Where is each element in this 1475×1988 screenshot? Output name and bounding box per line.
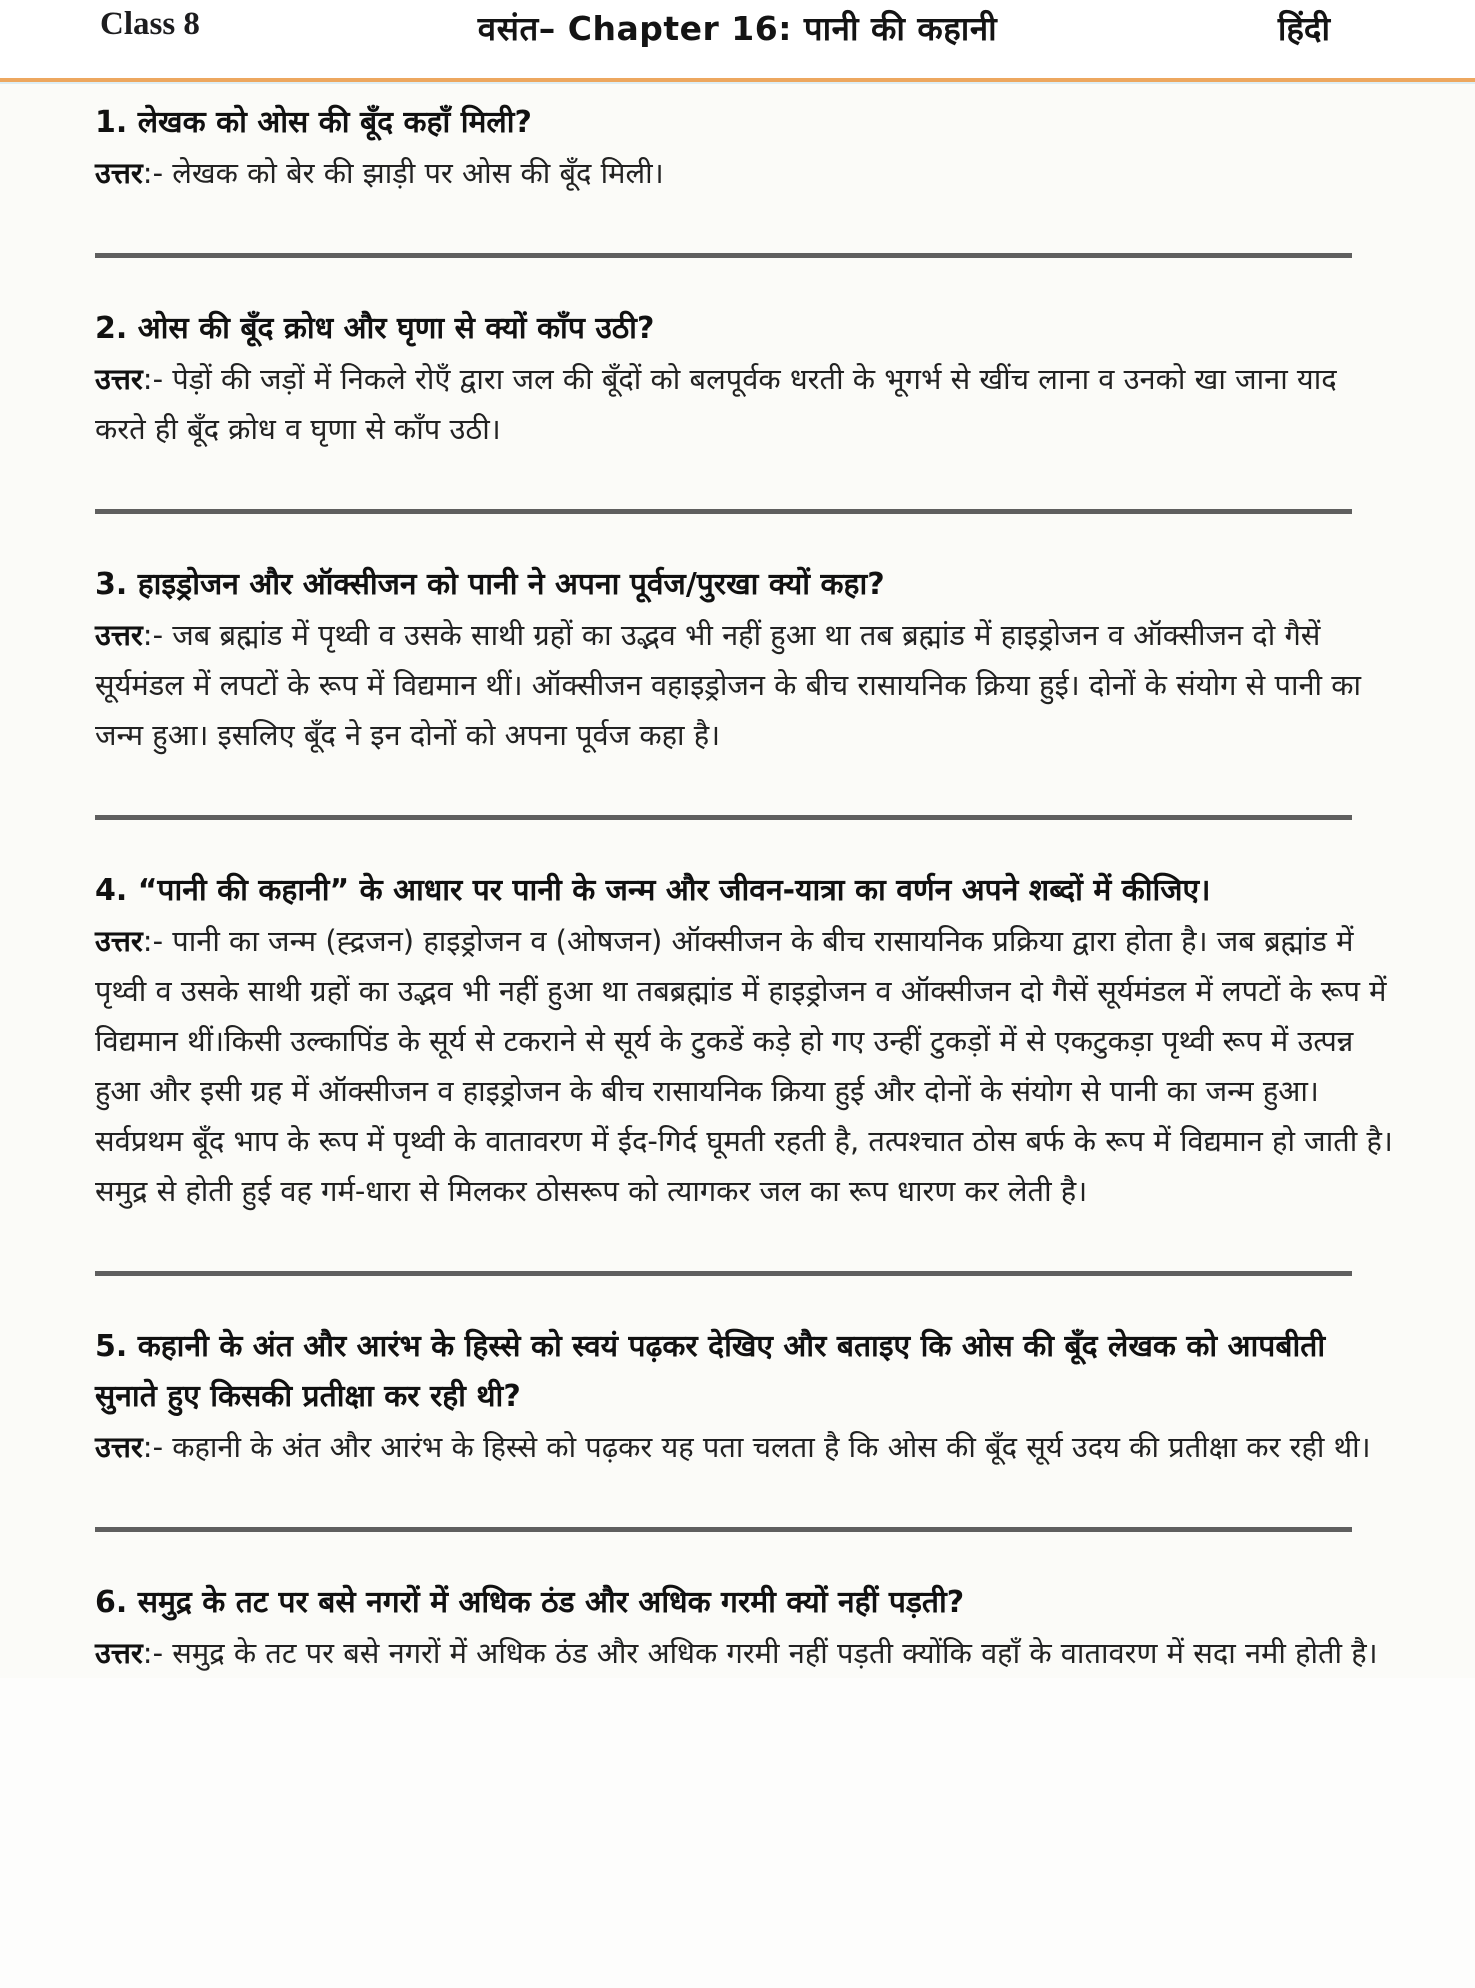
answer-text: पानी का जन्म (ह्द्रजन) हाइड्रोजन व (ओषजन) ऑक्सीजन के बीच रासायनिक प्रक्रिया द्वारा होता है। जब ब्रह्मांड में पृथ्वी व उसके साथी ग्रहों का उद्भव भी नहीं हुआ था तबब्रह्मांड में हाइड्रोजन व ऑक्सीजन दो गैसें सूर्यमंडल में लपटों के रूप में विद्यमान थीं।किसी उल्कापिंड के सूर्य से टकराने से सूर्य के टुकडें कड़े हो गए उन्हीं टुकड़ों में से एकटुकड़ा पृथ्वी रूप में उत्पन्न हुआ और इसी ग्रह में ऑक्सीजन व हाइड्रोजन के बीच रासायनिक क्रिया हुई और दोनों के संयोग से पानी का जन्म हुआ। <box>95 924 1387 1108</box>
section-divider <box>95 1271 1352 1276</box>
subject-label: हिंदी <box>1277 9 1330 48</box>
page-title: वसंत– Chapter 16: पानी की कहानी <box>477 9 998 48</box>
answer-separator: :- <box>142 156 173 190</box>
qa-section-3 <box>95 560 1395 760</box>
answer-5 <box>95 1422 1395 1472</box>
answer-text: सर्वप्रथम बूँद भाप के रूप में पृथ्वी के वातावरण में ईद-गिर्द घूमती रहती है, तत्पश्चात ठोस बर्फ के रूप में विद्यमान हो जाती है। समुद्र से होती हुई वह गर्म-धारा से मिलकर ठोसरूप को त्यागकर जल का रूप धारण कर लेती है। <box>95 1124 1393 1208</box>
answer-2 <box>95 354 1395 454</box>
answer-text: पेड़ों की जड़ों में निकले रोएँ द्वारा जल की बूँदों को बलपूर्वक धरती के भूगर्भ से खींच लाना व उनको खा जाना याद करते ही बूँद क्रोध व घृणा से काँप उठी। <box>95 362 1337 446</box>
qa-section-5 <box>95 1322 1395 1472</box>
answer-3 <box>95 610 1395 760</box>
question-4: 4. “पानी की कहानी” के आधार पर पानी के जन्म और जीवन-यात्रा का वर्णन अपने शब्दों में कीजिए। <box>95 873 1211 908</box>
section-divider <box>95 1527 1352 1532</box>
class-label: Class 8 <box>100 6 200 42</box>
question-6: 6. समुद्र के तट पर बसे नगरों में अधिक ठंड और अधिक गरमी क्यों नहीं पड़ती? <box>95 1585 965 1620</box>
answer-separator: :- <box>142 1636 173 1670</box>
answer-text: जब ब्रह्मांड में पृथ्वी व उसके साथी ग्रहों का उद्भव भी नहीं हुआ था तब ब्रह्मांड में हाइड्रोजन व ऑक्सीजन दो गैसें सूर्यमंडल में लपटों के रूप में विद्यमान थीं। ऑक्सीजन वहाइड्रोजन के बीच रासायनिक क्रिया हुई। दोनों के संयोग से पानी का जन्म हुआ। इसलिए बूँद ने इन दोनों को अपना पूर्वज कहा है। <box>95 618 1362 752</box>
answer-6 <box>95 1628 1395 1678</box>
answer-4-paragraph-1 <box>95 916 1395 1116</box>
qa-section-6 <box>95 1578 1395 1678</box>
section-divider <box>95 815 1352 820</box>
answer-label: उत्तर <box>95 924 143 958</box>
answer-text: लेखक को बेर की झाड़ी पर ओस की बूँद मिली। <box>172 156 664 190</box>
answer-separator: :- <box>142 618 173 652</box>
answer-label: उत्तर <box>95 1430 143 1464</box>
answer-text: समुद्र के तट पर बसे नगरों में अधिक ठंड और अधिक गरमी नहीं पड़ती क्योंकि वहाँ के वातावरण में सदा नमी होती है। <box>172 1636 1378 1670</box>
qa-document <box>0 84 1475 1678</box>
answer-separator: :- <box>142 924 173 958</box>
answer-4-paragraph-2 <box>95 1116 1395 1216</box>
qa-section-1 <box>95 98 1395 198</box>
answer-separator: :- <box>142 1430 173 1464</box>
page-header <box>0 0 1475 78</box>
answer-1 <box>95 148 1395 198</box>
qa-section-2 <box>95 304 1395 454</box>
answer-label: उत्तर <box>95 362 143 396</box>
answer-label: उत्तर <box>95 618 143 652</box>
section-divider <box>95 253 1352 258</box>
question-5: 5. कहानी के अंत और आरंभ के हिस्से को स्वयं पढ़कर देखिए और बताइए कि ओस की बूँद लेखक को आपबीती सुनाते हुए किसकी प्रतीक्षा कर रही थी? <box>95 1329 1326 1414</box>
answer-label: उत्तर <box>95 1636 143 1670</box>
answer-separator: :- <box>142 362 173 396</box>
answer-text: कहानी के अंत और आरंभ के हिस्से को पढ़कर यह पता चलता है कि ओस की बूँद सूर्य उदय की प्रतीक्षा कर रही थी। <box>172 1430 1371 1464</box>
qa-section-4 <box>95 866 1395 1216</box>
section-divider <box>95 509 1352 514</box>
question-2: 2. ओस की बूँद क्रोध और घृणा से क्यों काँप उठी? <box>95 311 655 346</box>
question-3: 3. हाइड्रोजन और ऑक्सीजन को पानी ने अपना पूर्वज/पुरखा क्यों कहा? <box>95 567 885 602</box>
answer-label: उत्तर <box>95 156 143 190</box>
question-1: 1. लेखक को ओस की बूँद कहाँ मिली? <box>95 105 532 140</box>
